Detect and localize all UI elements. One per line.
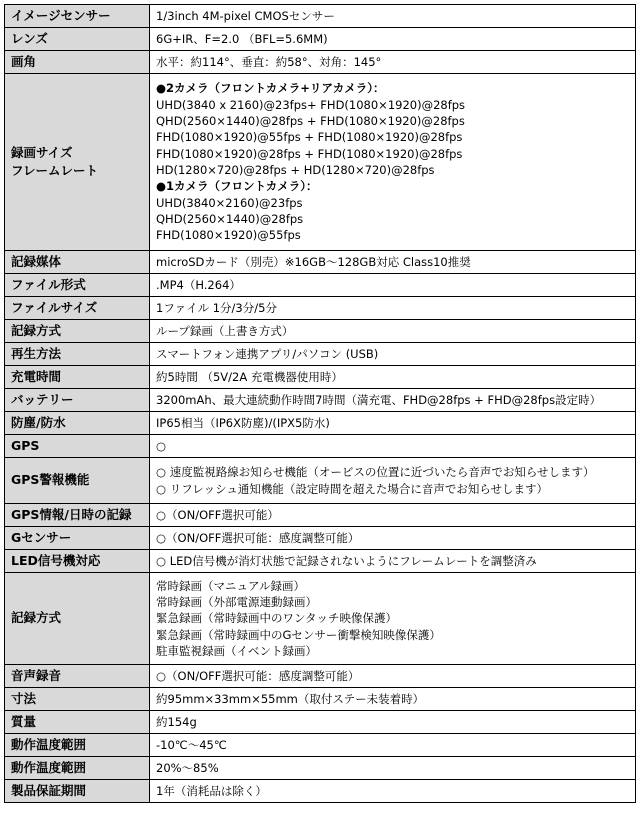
spec-row [5,412,636,435]
spec-value-line: 約154g [156,714,197,729]
spec-label-cell [5,527,150,550]
spec-value-cell [150,688,636,711]
spec-label: 音声録音 [11,667,62,683]
spec-row [5,366,636,389]
spec-value-line: 20%～85% [156,760,219,775]
spec-value-line: ○ LED信号機が消灯状態で記録されないようにフレームレートを調整済み [156,553,537,568]
spec-value-line: ○ 速度監視路線お知らせ機能（オービスの位置に近づいたら音声でお知らせします） [156,465,595,480]
spec-label: ファイルサイズ [11,299,98,315]
spec-value-line: ○（ON/OFF選択可能） [156,507,279,522]
spec-value-cell [150,320,636,343]
spec-row [5,573,636,665]
spec-value-line: 3200mAh、最大連続動作時間7時間（満充電、FHD@28fps + FHD@28fps設定時） [156,392,602,407]
spec-label: 記録媒体 [11,253,62,269]
spec-label: GPS情報/日時の記録 [11,506,132,522]
spec-row [5,274,636,297]
spec-value-cell [150,665,636,688]
spec-value-cell [150,573,636,665]
spec-value-cell [150,274,636,297]
spec-row [5,320,636,343]
spec-value-line: 常時録画（外部電源連動録画） [156,595,317,609]
spec-label: イメージセンサー [11,7,111,23]
spec-row [5,711,636,734]
spec-label-cell [5,504,150,527]
spec-value-line: ●2カメラ（フロントカメラ+リアカメラ）： [156,81,385,96]
spec-row [5,51,636,74]
spec-table [4,4,636,803]
spec-value-line: 1ファイル 1分/3分/5分 [156,300,277,315]
spec-label-cell [5,51,150,74]
spec-label: 再生方法 [11,345,62,361]
spec-value-cell [150,5,636,28]
spec-label-cell [5,320,150,343]
spec-value-cell [150,527,636,550]
spec-value-line: 緊急録画（常時録画中のワンタッチ映像保護） [156,611,398,626]
spec-label: 充電時間 [11,368,62,384]
spec-row [5,297,636,320]
spec-value-cell [150,550,636,573]
spec-label: 動作温度範囲 [11,759,87,775]
spec-row [5,28,636,51]
spec-row [5,343,636,366]
spec-row [5,688,636,711]
spec-label-cell [5,74,150,251]
spec-label-cell [5,297,150,320]
spec-value-cell [150,435,636,458]
spec-label-cell [5,550,150,573]
spec-label: 画角 [11,53,37,69]
spec-label-cell [5,780,150,803]
spec-value-line: 1/3inch 4M-pixel CMOSセンサー [156,8,335,23]
spec-label-cell [5,5,150,28]
spec-label: 記録方式 [11,610,62,626]
spec-value-cell [150,297,636,320]
spec-value-cell [150,504,636,527]
spec-label: Gセンサー [11,529,72,545]
spec-label-cell [5,688,150,711]
spec-value-line: ループ録画（上書き方式） [156,323,294,338]
spec-row [5,734,636,757]
spec-value-line: QHD(2560×1440)@28fps [156,211,304,226]
spec-row [5,550,636,573]
spec-value-cell [150,780,636,803]
spec-label: 記録方式 [11,322,62,338]
spec-value-line: UHD(3840 x 2160)@23fps+ FHD(1080×1920)@28fps [156,97,466,112]
spec-label-cell [5,251,150,274]
spec-value-cell [150,74,636,251]
spec-value-line: QHD(2560×1440)@28fps + FHD(1080×1920)@28fps [156,114,465,129]
spec-row [5,389,636,412]
spec-row [5,251,636,274]
spec-value-cell [150,343,636,366]
spec-label: 質量 [11,713,37,729]
spec-label-cell [5,458,150,504]
spec-value-cell [150,28,636,51]
spec-label: 寸法 [11,690,37,706]
spec-row [5,74,636,251]
spec-label-cell [5,573,150,665]
spec-value-cell [150,251,636,274]
spec-value-line: 6G+IR、F=2.0 （BFL=5.6MM) [156,31,328,46]
spec-label-cell [5,665,150,688]
spec-row [5,435,636,458]
spec-value-cell [150,734,636,757]
spec-value-line: -10℃～45℃ [156,737,227,752]
spec-label: ファイル形式 [11,276,86,292]
spec-row [5,665,636,688]
spec-label: 防塵/防水 [11,414,66,430]
spec-value-line: microSDカード（別売）※16GB～128GB対応 Class10推奨 [156,254,471,269]
spec-row [5,527,636,550]
spec-value-cell [150,412,636,435]
spec-value-line: IP65相当（IP6X防塵)/(IPX5防水) [156,415,330,430]
spec-label: GPS [11,437,40,453]
spec-label-cell [5,412,150,435]
spec-value-line: 駐車監視録画（イベント録画） [156,643,317,658]
spec-value-line: ●1カメラ（フロントカメラ）： [156,179,318,194]
spec-value-line: スマートフォン連携アプリ/パソコン (USB) [156,346,379,361]
spec-value-line: 1年（消耗品は除く） [156,783,267,798]
spec-value-line: 緊急録画（常時録画中のGセンサー衝撃検知映像保護） [156,627,441,642]
spec-label-cell [5,389,150,412]
spec-label-cell [5,274,150,297]
spec-value-line: HD(1280×720)@28fps + HD(1280×720)@28fps [156,163,435,177]
spec-value-line: 約5時間 （5V/2A 充電機器使用時） [156,369,343,384]
spec-value-line: ○ [156,438,167,453]
spec-value-line: FHD(1080×1920)@55fps + FHD(1080×1920)@28fps [156,130,463,145]
spec-value-line: ○（ON/OFF選択可能：感度調整可能） [156,668,360,683]
spec-row [5,504,636,527]
spec-value-cell [150,757,636,780]
spec-row [5,757,636,780]
spec-value-cell [150,51,636,74]
spec-label-cell [5,366,150,389]
spec-row [5,5,636,28]
spec-row [5,458,636,504]
spec-value-line: FHD(1080×1920)@55fps [156,228,301,243]
spec-label-cell [5,711,150,734]
spec-value-line: 水平：約114°、垂直：約58°、対角：145° [156,54,382,69]
spec-label: LED信号機対応 [11,552,101,568]
spec-row [5,780,636,803]
spec-table-body [5,5,636,803]
spec-value-cell [150,366,636,389]
spec-label: 動作温度範囲 [11,736,87,752]
spec-value-line: UHD(3840×2160)@23fps [156,195,303,210]
spec-label: バッテリー [11,391,74,407]
spec-label: 録画サイズ フレームレート [11,144,99,178]
spec-label: 製品保証期間 [11,782,87,798]
spec-value-line: .MP4（H.264） [156,277,241,292]
spec-value-line: 約95mm×33mm×55mm（取付ステー未装着時） [156,691,425,706]
spec-value-line: ○（ON/OFF選択可能：感度調整可能） [156,530,360,545]
spec-value-cell [150,711,636,734]
spec-value-cell [150,389,636,412]
spec-label-cell [5,734,150,757]
spec-value-line: ○ リフレッシュ通知機能（設定時間を超えた場合に音声でお知らせします） [156,481,549,496]
spec-label: レンズ [11,30,48,46]
spec-label: GPS警報機能 [11,472,90,488]
spec-label-cell [5,435,150,458]
spec-label-cell [5,343,150,366]
spec-label-cell [5,757,150,780]
spec-value-line: FHD(1080×1920)@28fps + FHD(1080×1920)@28fps [156,146,463,161]
spec-value-line: 常時録画（マニュアル録画） [156,578,306,593]
spec-label-cell [5,28,150,51]
spec-value-cell [150,458,636,504]
